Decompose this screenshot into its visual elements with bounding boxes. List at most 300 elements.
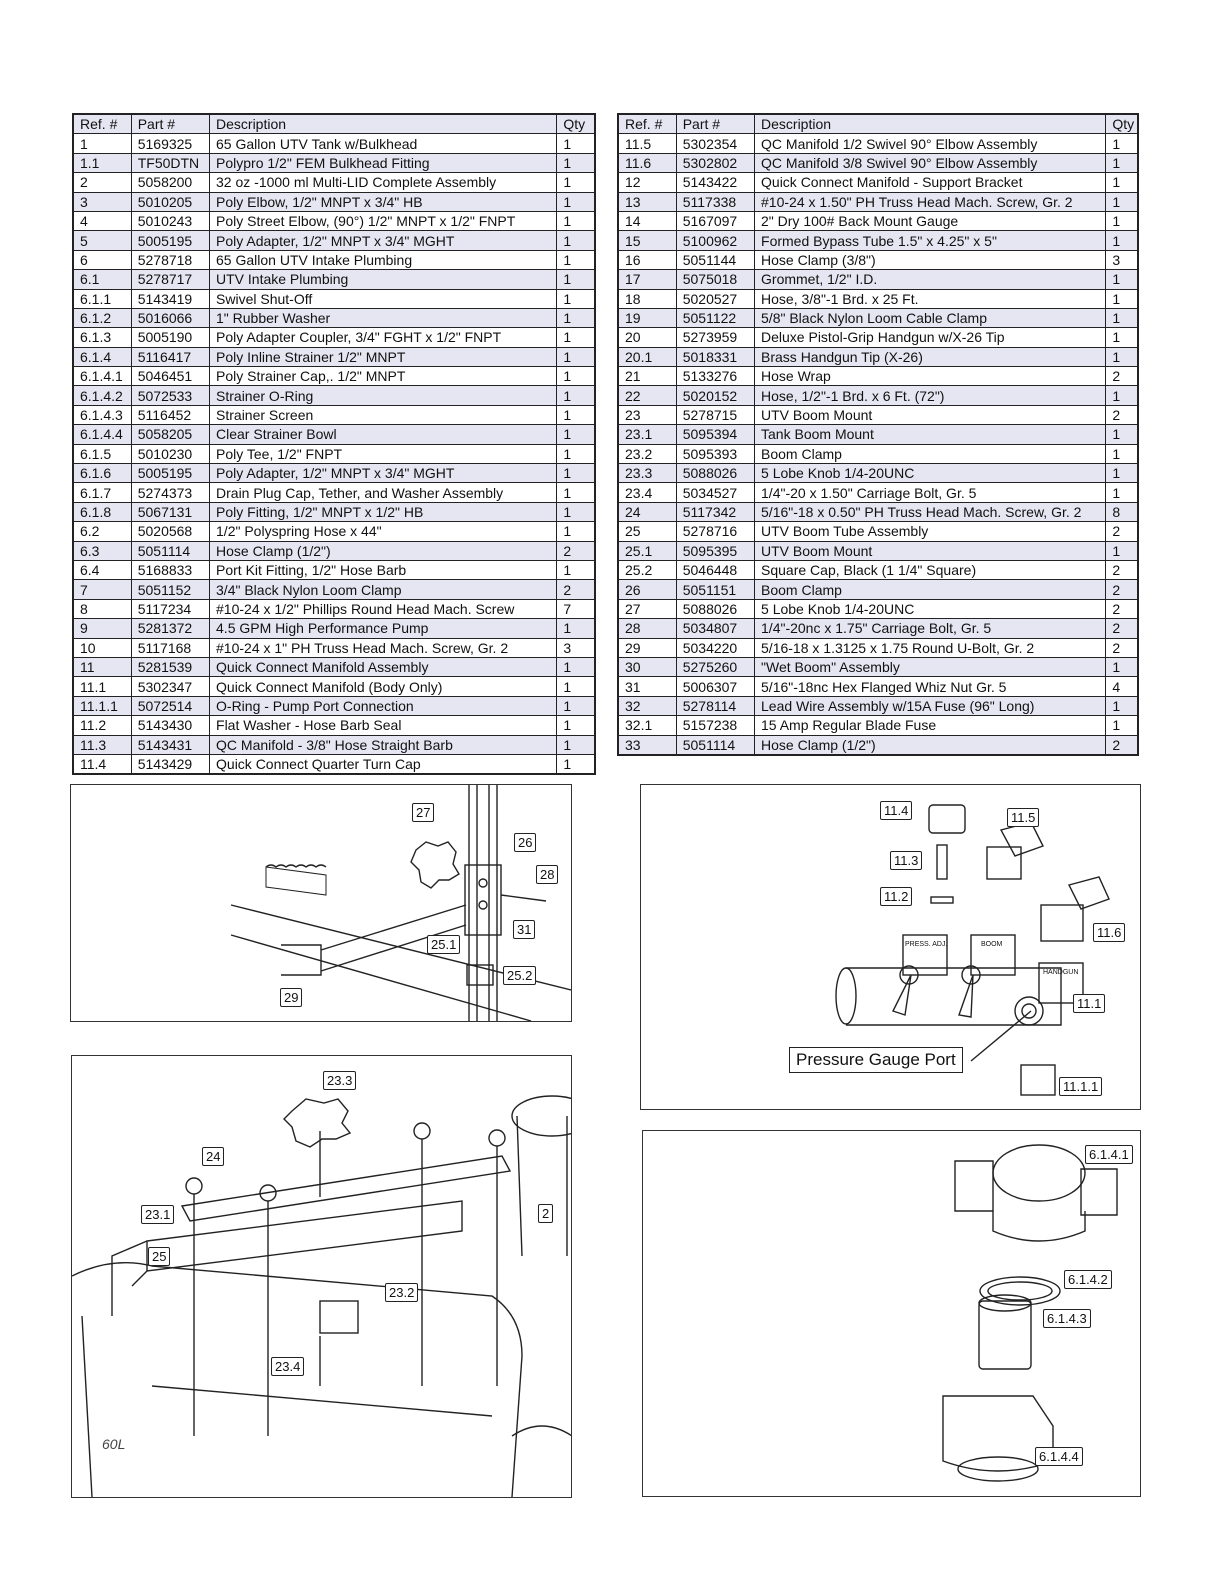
table-row [618, 211, 1138, 230]
part-cell: 5051151 [676, 580, 754, 599]
table-row [618, 153, 1138, 172]
ref-cell: 6.1.4.2 [73, 386, 131, 405]
ref-cell: 6.1.1 [73, 289, 131, 308]
description-cell: 4.5 GPM High Performance Pump [210, 619, 557, 638]
part-cell: 5010205 [131, 192, 209, 211]
qty-cell: 8 [1106, 502, 1138, 521]
table-row [73, 735, 595, 754]
ref-cell: 28 [618, 619, 676, 638]
table-row [618, 328, 1138, 347]
table-row [618, 541, 1138, 560]
qty-cell: 1 [1106, 444, 1138, 463]
table-row [73, 270, 595, 289]
description-cell: Poly Adapter, 1/2" MNPT x 3/4" MGHT [210, 464, 557, 483]
qty-cell: 1 [557, 289, 595, 308]
table-row [618, 270, 1138, 289]
part-cell: 5020152 [676, 386, 754, 405]
ref-cell: 21 [618, 367, 676, 386]
part-cell: 5088026 [676, 464, 754, 483]
description-cell: Clear Strainer Bowl [210, 425, 557, 444]
ref-cell: 11.4 [73, 754, 131, 774]
qty-cell: 1 [1106, 153, 1138, 172]
part-cell: 5067131 [131, 502, 209, 521]
qty-cell: 1 [1106, 483, 1138, 502]
ref-cell: 6.1.7 [73, 483, 131, 502]
qty-cell: 1 [1106, 289, 1138, 308]
qty-cell: 1 [557, 211, 595, 230]
qty-cell: 1 [557, 657, 595, 676]
part-cell: 5169325 [131, 134, 209, 153]
qty-cell: 2 [1106, 735, 1138, 755]
ref-cell: 25.2 [618, 560, 676, 579]
ref-cell: 25 [618, 522, 676, 541]
callout-11-4: 11.4 [880, 801, 912, 820]
table-row [73, 153, 595, 172]
table-row [618, 192, 1138, 211]
table-row [618, 619, 1138, 638]
table-row [73, 192, 595, 211]
table-row [73, 464, 595, 483]
description-cell: 1/4"-20 x 1.50" Carriage Bolt, Gr. 5 [755, 483, 1106, 502]
description-cell: Formed Bypass Tube 1.5" x 4.25" x 5" [755, 231, 1106, 250]
ref-cell: 14 [618, 211, 676, 230]
col-qty: Qty [1106, 114, 1138, 134]
part-cell: 5051114 [131, 541, 209, 560]
description-cell: 2" Dry 100# Back Mount Gauge [755, 211, 1106, 230]
description-cell: Swivel Shut-Off [210, 289, 557, 308]
part-cell: 5058200 [131, 173, 209, 192]
table-row [618, 502, 1138, 521]
description-cell: UTV Boom Mount [755, 405, 1106, 424]
description-cell: "Wet Boom" Assembly [755, 657, 1106, 676]
table-row [618, 289, 1138, 308]
ref-cell: 15 [618, 231, 676, 250]
description-cell: #10-24 x 1" PH Truss Head Mach. Screw, Gr. 2 [210, 638, 557, 657]
ref-cell: 1 [73, 134, 131, 153]
part-cell: 5278718 [131, 250, 209, 269]
table-row [618, 677, 1138, 696]
callout-11-6: 11.6 [1093, 923, 1125, 942]
description-cell: Quick Connect Manifold (Body Only) [210, 677, 557, 696]
description-cell: Poly Street Elbow, (90°) 1/2" MNPT x 1/2" FNPT [210, 211, 557, 230]
table-row [73, 250, 595, 269]
diagram-boom-clamp [70, 784, 572, 1022]
qty-cell: 1 [557, 153, 595, 172]
qty-cell: 1 [1106, 464, 1138, 483]
description-cell: UTV Boom Tube Assembly [755, 522, 1106, 541]
part-cell: 5117168 [131, 638, 209, 657]
valve-mark-press-adj: PRESS. ADJ. [905, 941, 948, 948]
part-cell: 5046448 [676, 560, 754, 579]
ref-cell: 23.2 [618, 444, 676, 463]
ref-cell: 6.3 [73, 541, 131, 560]
description-cell: UTV Intake Plumbing [210, 270, 557, 289]
part-cell: 5278114 [676, 696, 754, 715]
description-cell: Poly Tee, 1/2" FNPT [210, 444, 557, 463]
part-cell: 5018331 [676, 347, 754, 366]
description-cell: 1/4"-20nc x 1.75" Carriage Bolt, Gr. 5 [755, 619, 1106, 638]
description-cell: 1" Rubber Washer [210, 308, 557, 327]
ref-cell: 6.1.4.4 [73, 425, 131, 444]
diagram-boom-mount [71, 1055, 572, 1498]
qty-cell: 1 [557, 328, 595, 347]
table-row [73, 638, 595, 657]
ref-cell: 5 [73, 231, 131, 250]
part-cell: 5143430 [131, 716, 209, 735]
qty-cell: 1 [1106, 173, 1138, 192]
description-cell: Quick Connect Manifold - Support Bracket [755, 173, 1106, 192]
description-cell: Poly Inline Strainer 1/2" MNPT [210, 347, 557, 366]
ref-cell: 6.1.5 [73, 444, 131, 463]
table-row [73, 522, 595, 541]
ref-cell: 11.6 [618, 153, 676, 172]
part-cell: 5051152 [131, 580, 209, 599]
table-row [73, 134, 595, 153]
ref-cell: 18 [618, 289, 676, 308]
table-row [73, 580, 595, 599]
part-cell: 5095393 [676, 444, 754, 463]
part-cell: 5034527 [676, 483, 754, 502]
callout-27: 27 [412, 803, 434, 822]
table-row [618, 580, 1138, 599]
qty-cell: 2 [557, 580, 595, 599]
tank-marking: 60L [102, 1436, 126, 1452]
ref-cell: 20.1 [618, 347, 676, 366]
part-cell: 5157238 [676, 716, 754, 735]
ref-cell: 25.1 [618, 541, 676, 560]
qty-cell: 1 [557, 619, 595, 638]
part-cell: 5088026 [676, 599, 754, 618]
qty-cell: 2 [1106, 522, 1138, 541]
part-cell: 5095395 [676, 541, 754, 560]
ref-cell: 33 [618, 735, 676, 755]
description-cell: 15 Amp Regular Blade Fuse [755, 716, 1106, 735]
description-cell: Grommet, 1/2" I.D. [755, 270, 1106, 289]
description-cell: Hose Clamp (1/2") [755, 735, 1106, 755]
qty-cell: 1 [557, 270, 595, 289]
qty-cell: 1 [557, 560, 595, 579]
description-cell: QC Manifold - 3/8" Hose Straight Barb [210, 735, 557, 754]
description-cell: 5 Lobe Knob 1/4-20UNC [755, 599, 1106, 618]
table-row [73, 657, 595, 676]
description-cell: 65 Gallon UTV Intake Plumbing [210, 250, 557, 269]
part-cell: 5281539 [131, 657, 209, 676]
part-cell: 5143422 [676, 173, 754, 192]
ref-cell: 6.2 [73, 522, 131, 541]
boom-mount-drawing [72, 1056, 571, 1497]
ref-cell: 7 [73, 580, 131, 599]
description-cell: Poly Adapter, 1/2" MNPT x 3/4" MGHT [210, 231, 557, 250]
qty-cell: 1 [1106, 328, 1138, 347]
ref-cell: 11.1.1 [73, 696, 131, 715]
ref-cell: 23.3 [618, 464, 676, 483]
description-cell: Poly Fitting, 1/2" MNPT x 1/2" HB [210, 502, 557, 521]
ref-cell: 27 [618, 599, 676, 618]
table-row [618, 560, 1138, 579]
table-row [618, 696, 1138, 715]
col-description: Description [755, 114, 1106, 134]
description-cell: 5/16-18 x 1.3125 x 1.75 Round U-Bolt, Gr. 2 [755, 638, 1106, 657]
ref-cell: 6.1.4.3 [73, 405, 131, 424]
qty-cell: 1 [557, 716, 595, 735]
description-cell: Hose Clamp (1/2") [210, 541, 557, 560]
ref-cell: 6 [73, 250, 131, 269]
ref-cell: 30 [618, 657, 676, 676]
qty-cell: 1 [557, 696, 595, 715]
part-cell: 5117338 [676, 192, 754, 211]
part-cell: 5117342 [676, 502, 754, 521]
ref-cell: 16 [618, 250, 676, 269]
description-cell: 5 Lobe Knob 1/4-20UNC [755, 464, 1106, 483]
table-row [618, 522, 1138, 541]
table-row [618, 367, 1138, 386]
description-cell: O-Ring - Pump Port Connection [210, 696, 557, 715]
part-cell: 5143419 [131, 289, 209, 308]
callout-24: 24 [202, 1147, 224, 1166]
callout-6-1-4-1: 6.1.4.1 [1085, 1145, 1133, 1164]
table-row [73, 405, 595, 424]
description-cell: 5/8" Black Nylon Loom Cable Clamp [755, 308, 1106, 327]
description-cell: Boom Clamp [755, 580, 1106, 599]
ref-cell: 26 [618, 580, 676, 599]
table-row [618, 425, 1138, 444]
qty-cell: 1 [557, 347, 595, 366]
qty-cell: 1 [1106, 270, 1138, 289]
ref-cell: 11.5 [618, 134, 676, 153]
description-cell: Hose Wrap [755, 367, 1106, 386]
description-cell: Hose Clamp (3/8") [755, 250, 1106, 269]
ref-cell: 6.1.4 [73, 347, 131, 366]
table-row [73, 425, 595, 444]
callout-26: 26 [514, 833, 536, 852]
part-cell: 5302354 [676, 134, 754, 153]
ref-cell: 19 [618, 308, 676, 327]
part-cell: 5278715 [676, 405, 754, 424]
qty-cell: 1 [557, 192, 595, 211]
description-cell: Strainer Screen [210, 405, 557, 424]
part-cell: 5302802 [676, 153, 754, 172]
ref-cell: 8 [73, 599, 131, 618]
qty-cell: 1 [557, 735, 595, 754]
part-cell: 5075018 [676, 270, 754, 289]
table-row [618, 386, 1138, 405]
table-row [73, 716, 595, 735]
part-cell: 5006307 [676, 677, 754, 696]
table-row [73, 483, 595, 502]
part-cell: 5051122 [676, 308, 754, 327]
callout-28: 28 [536, 865, 558, 884]
part-cell: 5273959 [676, 328, 754, 347]
ref-cell: 6.1.6 [73, 464, 131, 483]
qty-cell: 1 [1106, 716, 1138, 735]
part-cell: 5010243 [131, 211, 209, 230]
ref-cell: 22 [618, 386, 676, 405]
table-row [73, 347, 595, 366]
description-cell: Poly Adapter Coupler, 3/4" FGHT x 1/2" FNPT [210, 328, 557, 347]
qty-cell: 1 [1106, 696, 1138, 715]
description-cell: Polypro 1/2" FEM Bulkhead Fitting [210, 153, 557, 172]
description-cell: Drain Plug Cap, Tether, and Washer Assembly [210, 483, 557, 502]
qty-cell: 2 [1106, 405, 1138, 424]
table-row [618, 250, 1138, 269]
ref-cell: 6.4 [73, 560, 131, 579]
col-description: Description [210, 114, 557, 134]
callout-25-1: 25.1 [427, 935, 460, 954]
qty-cell: 1 [1106, 541, 1138, 560]
ref-cell: 3 [73, 192, 131, 211]
description-cell: Hose, 3/8"-1 Brd. x 25 Ft. [755, 289, 1106, 308]
qty-cell: 1 [557, 173, 595, 192]
part-cell: 5278716 [676, 522, 754, 541]
valve-mark-boom: BOOM [981, 941, 1003, 948]
part-cell: 5010230 [131, 444, 209, 463]
table-row [618, 735, 1138, 755]
table-row [73, 444, 595, 463]
qty-cell: 1 [1106, 231, 1138, 250]
table-row [618, 134, 1138, 153]
ref-cell: 11.3 [73, 735, 131, 754]
table-row [73, 231, 595, 250]
table-row [73, 502, 595, 521]
qty-cell: 1 [557, 425, 595, 444]
description-cell: Poly Elbow, 1/2" MNPT x 3/4" HB [210, 192, 557, 211]
callout-23-3: 23.3 [323, 1071, 356, 1090]
table-row [618, 716, 1138, 735]
table-row [73, 599, 595, 618]
description-cell: Boom Clamp [755, 444, 1106, 463]
part-cell: 5005195 [131, 464, 209, 483]
description-cell: Port Kit Fitting, 1/2" Hose Barb [210, 560, 557, 579]
callout-6-1-4-2: 6.1.4.2 [1064, 1270, 1112, 1289]
part-cell: 5143429 [131, 754, 209, 774]
table-header [73, 114, 595, 134]
qty-cell: 2 [1106, 580, 1138, 599]
part-cell: 5020568 [131, 522, 209, 541]
ref-cell: 12 [618, 173, 676, 192]
qty-cell: 1 [557, 464, 595, 483]
part-cell: 5278717 [131, 270, 209, 289]
callout-2: 2 [538, 1204, 553, 1223]
qty-cell: 1 [1106, 308, 1138, 327]
callout-25-2: 25.2 [503, 966, 536, 985]
callout-29: 29 [280, 988, 302, 1007]
col-part: Part # [131, 114, 209, 134]
qty-cell: 1 [557, 483, 595, 502]
qty-cell: 1 [557, 522, 595, 541]
ref-cell: 20 [618, 328, 676, 347]
ref-cell: 32.1 [618, 716, 676, 735]
description-cell: Hose, 1/2"-1 Brd. x 6 Ft. (72") [755, 386, 1106, 405]
ref-cell: 1.1 [73, 153, 131, 172]
description-cell: 1/2" Polyspring Hose x 44" [210, 522, 557, 541]
part-cell: 5302347 [131, 677, 209, 696]
table-row [618, 231, 1138, 250]
ref-cell: 6.1.4.1 [73, 367, 131, 386]
qty-cell: 1 [557, 231, 595, 250]
valve-mark-handgun: HANDGUN [1043, 969, 1079, 976]
col-part: Part # [676, 114, 754, 134]
part-cell: 5005195 [131, 231, 209, 250]
part-cell: 5051144 [676, 250, 754, 269]
part-cell: 5143431 [131, 735, 209, 754]
part-cell: 5168833 [131, 560, 209, 579]
ref-cell: 24 [618, 502, 676, 521]
callout-11-1: 11.1 [1073, 994, 1105, 1013]
table-row [73, 677, 595, 696]
description-cell: Poly Strainer Cap,. 1/2" MNPT [210, 367, 557, 386]
qty-cell: 4 [1106, 677, 1138, 696]
qty-cell: 7 [557, 599, 595, 618]
table-row [73, 173, 595, 192]
ref-cell: 32 [618, 696, 676, 715]
part-cell: 5072514 [131, 696, 209, 715]
part-cell: 5034220 [676, 638, 754, 657]
ref-cell: 2 [73, 173, 131, 192]
table-row [618, 464, 1138, 483]
table-row [73, 367, 595, 386]
ref-cell: 9 [73, 619, 131, 638]
ref-cell: 23 [618, 405, 676, 424]
ref-cell: 10 [73, 638, 131, 657]
table-row [618, 599, 1138, 618]
parts-table-left [72, 113, 596, 775]
ref-cell: 6.1.8 [73, 502, 131, 521]
table-row [73, 696, 595, 715]
description-cell: #10-24 x 1/2" Phillips Round Head Mach. Screw [210, 599, 557, 618]
callout-23-2: 23.2 [385, 1283, 418, 1302]
description-cell: QC Manifold 1/2 Swivel 90° Elbow Assembly [755, 134, 1106, 153]
callout-23-4: 23.4 [271, 1357, 304, 1376]
ref-cell: 6.1.3 [73, 328, 131, 347]
table-row [618, 657, 1138, 676]
table-row [73, 619, 595, 638]
description-cell: Flat Washer - Hose Barb Seal [210, 716, 557, 735]
part-cell: 5117234 [131, 599, 209, 618]
ref-cell: 13 [618, 192, 676, 211]
qty-cell: 1 [1106, 211, 1138, 230]
table-row [73, 328, 595, 347]
table-row [618, 347, 1138, 366]
part-cell: 5275260 [676, 657, 754, 676]
col-qty: Qty [557, 114, 595, 134]
qty-cell: 1 [1106, 425, 1138, 444]
table-row [73, 560, 595, 579]
qty-cell: 1 [557, 250, 595, 269]
qty-cell: 2 [1106, 367, 1138, 386]
part-cell: 5116417 [131, 347, 209, 366]
callout-6-1-4-3: 6.1.4.3 [1043, 1309, 1091, 1328]
callout-11-1-1: 11.1.1 [1059, 1077, 1102, 1096]
col-ref: Ref. # [73, 114, 131, 134]
part-cell: 5034807 [676, 619, 754, 638]
qty-cell: 1 [1106, 347, 1138, 366]
part-cell: 5167097 [676, 211, 754, 230]
qty-cell: 1 [557, 386, 595, 405]
description-cell: Square Cap, Black (1 1/4" Square) [755, 560, 1106, 579]
ref-cell: 23.4 [618, 483, 676, 502]
ref-cell: 17 [618, 270, 676, 289]
qty-cell: 3 [1106, 250, 1138, 269]
ref-cell: 6.1.2 [73, 308, 131, 327]
description-cell: 5/16"-18 x 0.50" PH Truss Head Mach. Screw, Gr. 2 [755, 502, 1106, 521]
table-row [73, 541, 595, 560]
parts-table-right [617, 113, 1139, 756]
description-cell: 5/16"-18nc Hex Flanged Whiz Nut Gr. 5 [755, 677, 1106, 696]
ref-cell: 31 [618, 677, 676, 696]
table-row [73, 386, 595, 405]
description-cell: 65 Gallon UTV Tank w/Bulkhead [210, 134, 557, 153]
table-row [618, 405, 1138, 424]
